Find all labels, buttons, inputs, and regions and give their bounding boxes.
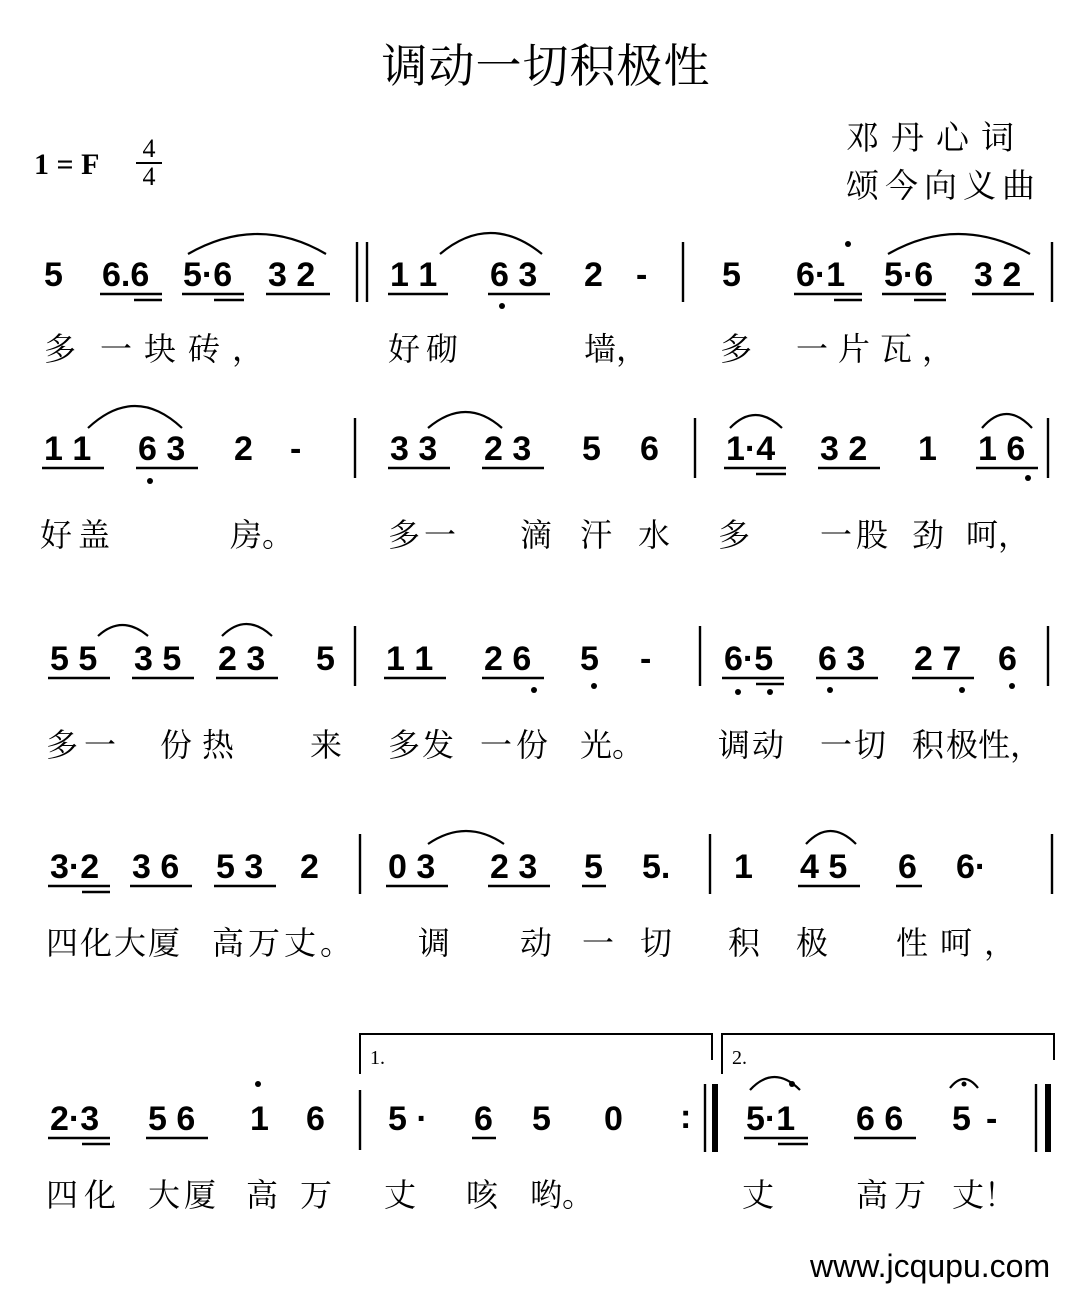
- key-signature: 1 = F: [34, 148, 100, 181]
- lyric: 高万丈。: [212, 924, 357, 962]
- lyric: 份热: [160, 726, 245, 764]
- barlines: [355, 418, 1048, 478]
- lyric: 性，: [978, 726, 1043, 764]
- note: 6·1: [796, 256, 846, 294]
- note: 6·5: [724, 640, 774, 678]
- note: 3 2: [974, 256, 1022, 294]
- note: 2: [584, 256, 603, 294]
- note: 5: [580, 640, 599, 678]
- lyric: 丈: [384, 1176, 417, 1214]
- note: 2 6: [484, 640, 532, 678]
- note: 2·3: [50, 1100, 100, 1138]
- note: 5: [952, 1100, 971, 1138]
- lyric: 积极: [912, 726, 981, 764]
- note: 2 7: [914, 640, 962, 678]
- lyric: 咳: [466, 1176, 499, 1214]
- lyric: 光。: [580, 726, 645, 764]
- note: -: [290, 430, 302, 468]
- note: 5: [44, 256, 63, 294]
- lyric: 极: [796, 924, 829, 962]
- note: 3 2: [820, 430, 868, 468]
- composer-credit: 颂今向义曲: [846, 166, 1041, 205]
- note: 5.: [642, 848, 671, 886]
- note: 5: [316, 640, 335, 678]
- note: 1 1: [44, 430, 92, 468]
- lyric: 调: [418, 924, 451, 962]
- note: 3·2: [50, 848, 100, 886]
- note: 5 6: [148, 1100, 196, 1138]
- system-2: [40, 406, 1048, 554]
- note: 6: [998, 640, 1017, 678]
- note: 3 2: [268, 256, 316, 294]
- note: 6·: [956, 848, 987, 886]
- lyric: 丈: [742, 1176, 775, 1214]
- note: 1: [918, 430, 937, 468]
- note: -: [986, 1100, 998, 1138]
- note: 2 3: [484, 430, 532, 468]
- lyric: 多发: [388, 726, 457, 764]
- octave-dots: [147, 475, 1031, 484]
- volta-brackets: [360, 1034, 1054, 1074]
- lyric: 四化: [46, 1176, 123, 1214]
- lyric: 一片瓦，: [796, 330, 965, 368]
- lyric: 四化大厦: [46, 924, 183, 962]
- lyric: 丈！: [952, 1176, 1017, 1214]
- lyric: 一: [582, 924, 615, 962]
- note: 6: [640, 430, 659, 468]
- note: 2 3: [490, 848, 538, 886]
- note: 6: [898, 848, 917, 886]
- beam-underlines: [48, 1138, 916, 1144]
- lyricist-credit: 邓丹心词: [846, 118, 1026, 157]
- lyric: 好砌: [388, 330, 465, 368]
- system-4: [46, 831, 1052, 962]
- note: 0: [604, 1100, 623, 1138]
- note: 5 5: [50, 640, 98, 678]
- note: 2: [300, 848, 319, 886]
- note: 1 1: [386, 640, 434, 678]
- lyric: 来: [310, 726, 343, 764]
- note: 1·4: [726, 430, 776, 468]
- volta-label-second: 2.: [732, 1047, 747, 1069]
- barlines: [360, 834, 1052, 894]
- beam-underlines: [48, 678, 974, 684]
- lyric: 房。: [230, 516, 295, 554]
- note: -: [640, 640, 652, 678]
- note: 6 3: [818, 640, 866, 678]
- note: 5: [582, 430, 601, 468]
- lyric: 积: [728, 924, 761, 962]
- note: 1: [734, 848, 753, 886]
- lyric: 汗: [580, 516, 613, 554]
- note: 4 5: [800, 848, 848, 886]
- system-5: [46, 1034, 1054, 1214]
- time-signature-bottom: 4: [142, 162, 156, 191]
- lyric: 滴: [520, 516, 553, 554]
- lyric: 高万: [856, 1176, 933, 1214]
- note: 6 3: [490, 256, 538, 294]
- system-1: [44, 233, 1052, 368]
- lyric: 一份: [480, 726, 553, 764]
- note: 6 3: [138, 430, 186, 468]
- lyric: 万: [300, 1176, 333, 1214]
- slurs: [750, 1077, 800, 1090]
- beam-underlines: [100, 294, 1034, 300]
- note: 5·1: [746, 1100, 796, 1138]
- note: 1 6: [978, 430, 1026, 468]
- note: -: [636, 256, 648, 294]
- note: 6.6: [102, 256, 150, 294]
- time-signature-top: 4: [142, 134, 156, 163]
- note: 5·6: [183, 256, 233, 294]
- lyric: 呵，: [966, 516, 1031, 554]
- lyric: 性呵，: [896, 924, 1029, 962]
- lyric: 多: [718, 516, 751, 554]
- note: 6: [306, 1100, 325, 1138]
- slurs: [428, 831, 856, 844]
- note: 5·6: [884, 256, 934, 294]
- lyric: 劲: [912, 516, 945, 554]
- lyric: 多: [720, 330, 753, 368]
- barlines: [360, 1084, 1048, 1152]
- lyric: 调动: [718, 726, 787, 764]
- lyric: 多一: [388, 516, 461, 554]
- lyric: 大厦: [148, 1176, 221, 1214]
- song-title: 调动一切积极性: [381, 39, 711, 93]
- note: 3 5: [134, 640, 182, 678]
- note: 5 ·: [388, 1100, 428, 1138]
- slurs: [88, 406, 1032, 428]
- lyric: 好盖: [40, 516, 117, 554]
- lyric: 一股: [820, 516, 893, 554]
- lyric: 多: [44, 330, 77, 368]
- lyric: 哟。: [530, 1176, 595, 1214]
- note: 6: [474, 1100, 493, 1138]
- lyric: 高: [246, 1176, 279, 1214]
- beam-underlines: [48, 886, 922, 892]
- barlines: [357, 242, 1052, 302]
- lyric: 一切: [820, 726, 889, 764]
- note: 1 1: [390, 256, 438, 294]
- note: 5: [532, 1100, 551, 1138]
- note: 5 3: [216, 848, 264, 886]
- lyric: 动: [520, 924, 553, 962]
- note: 5: [584, 848, 603, 886]
- lyric: 多一: [46, 726, 123, 764]
- fermata: [950, 1079, 978, 1088]
- note: 2 3: [218, 640, 266, 678]
- note: 3 3: [390, 430, 438, 468]
- lyric: 切: [640, 924, 673, 962]
- slurs: [188, 233, 1030, 254]
- lyric: 一块砖，: [100, 330, 277, 368]
- note: 0 3: [388, 848, 436, 886]
- note: 2: [234, 430, 253, 468]
- lyric: 墙，: [584, 330, 649, 368]
- repeat-sign: :: [680, 1098, 692, 1136]
- slurs: [98, 624, 272, 636]
- website-url: www.jcqupu.com: [810, 1248, 1051, 1284]
- system-3: [46, 624, 1048, 764]
- note: 5: [722, 256, 741, 294]
- beam-underlines: [42, 468, 1038, 474]
- note: 1: [250, 1100, 269, 1138]
- lyric: 水: [638, 516, 671, 554]
- volta-label-first: 1.: [370, 1047, 385, 1069]
- note: 3 6: [132, 848, 180, 886]
- note: 6 6: [856, 1100, 904, 1138]
